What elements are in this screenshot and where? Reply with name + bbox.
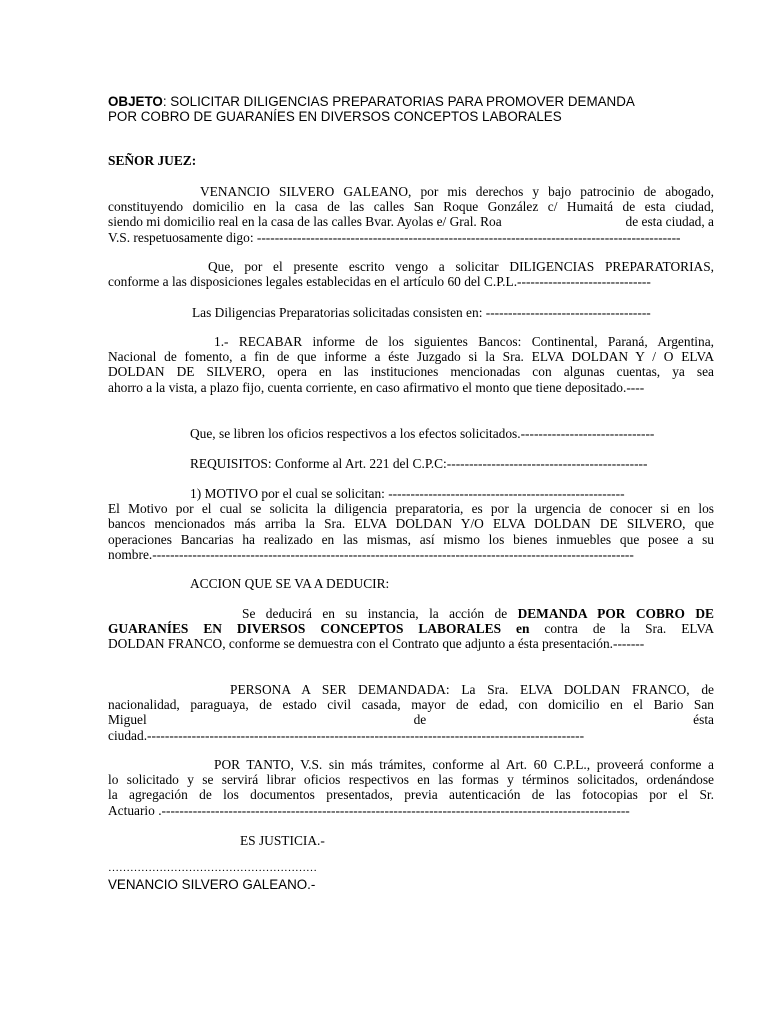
- request-line-1: Que, por el presente escrito vengo a solicitar DILIGENCIAS PREPARATORIAS,: [208, 259, 714, 274]
- bancos-line-2: Nacional de fomento, a fin de que informe a éste Juzgado si la Sra. ELVA DOLDAN Y / O ELVA: [108, 349, 714, 365]
- persona-line-3a: Miguel: [108, 712, 147, 728]
- objeto-line-2: POR COBRO DE GUARANÍES EN DIVERSOS CONCEPTOS LABORALES: [108, 109, 562, 125]
- paragraph-bancos: [108, 334, 714, 395]
- paragraph-request: [108, 259, 714, 289]
- paragraph-accion: [108, 606, 714, 652]
- motivo-line-3: bancos mencionados más arriba la Sra. ELVA DOLDAN Y/O ELVA DOLDAN DE SILVERO, que: [108, 516, 714, 532]
- por-tanto-line-4: Actuario .---------------------------------------------------------------------------------------------------------: [108, 802, 630, 818]
- salutation: [108, 153, 714, 168]
- intro-line-3a: siendo mi domicilio real en la casa de las calles Bvar. Ayolas e/ Gral. Roa: [108, 214, 502, 230]
- diligencias-line: Las Diligencias Preparatorias solicitadas consisten en: -------------------------------------: [192, 305, 651, 320]
- motivo-line-2: El Motivo por el cual se solicita la diligencia preparatoria, es por la urgencia de conocer si en los: [108, 501, 714, 517]
- persona-line-3c: ésta: [693, 712, 714, 728]
- signature-name: VENANCIO SILVERO GALEANO.-: [108, 877, 316, 892]
- intro-line-2: constituyendo domicilio en la casa de las calles San Roque González c/ Humaitá de esta ciudad,: [108, 199, 714, 215]
- signature-block: [108, 862, 714, 892]
- oficios-line: Que, se libren los oficios respectivos a los efectos solicitados.------------------------------: [190, 426, 655, 441]
- por-tanto-line-1: POR TANTO, V.S. sin más trámites, conforme al Art. 60 C.P.L., proveerá conforme a: [214, 757, 714, 772]
- bancos-line-1: 1.- RECABAR informe de los siguientes Bancos: Continental, Paraná, Argentina,: [214, 334, 714, 349]
- persona-line-3: [108, 712, 714, 727]
- intro-line-1: VENANCIO SILVERO GALEANO, por mis derechos y bajo patrocinio de abogado,: [200, 184, 714, 199]
- bancos-line-3: DOLDAN DE SILVERO, opera en las instituciones mencionadas con algunas cuentas, ya sea: [108, 364, 714, 380]
- closing-text: ES JUSTICIA.-: [240, 833, 325, 848]
- paragraph-persona: [108, 682, 714, 743]
- paragraph-motivo: [108, 486, 714, 562]
- requisitos-line: REQUISITOS: Conforme al Art. 221 del C.P.C:---------------------------------------------: [190, 456, 648, 471]
- paragraph-por-tanto: [108, 757, 714, 818]
- paragraph-accion-heading: [108, 576, 714, 591]
- accion-line-1b: DEMANDA POR COBRO DE: [517, 606, 714, 621]
- objeto-heading: [108, 94, 714, 124]
- paragraph-oficios: [108, 426, 714, 441]
- paragraph-diligencias: [108, 305, 714, 320]
- motivo-line-1: 1) MOTIVO por el cual se solicitan: -----------------------------------------------------: [190, 486, 625, 501]
- intro-line-3b: de esta ciudad, a: [625, 214, 714, 230]
- accion-line-2: [108, 621, 714, 636]
- persona-line-4: ciudad.--------------------------------------------------------------------------------------------------: [108, 727, 585, 743]
- por-tanto-line-2: lo solicitado y se servirá librar oficios respectivos en las formas y términos solicitados, ordenándose: [108, 772, 714, 788]
- paragraph-intro: [108, 184, 714, 245]
- por-tanto-line-3: la agregación de los documentos presentados, previa autenticación de las fotocopias por el Sr.: [108, 787, 714, 803]
- request-line-2: conforme a las disposiciones legales establecidas en el artículo 60 del C.P.L.------------------------------: [108, 274, 651, 290]
- accion-line-2a: GUARANÍES EN DIVERSOS CONCEPTOS LABORALES en: [108, 621, 530, 637]
- closing: [108, 833, 714, 848]
- intro-line-3: [108, 214, 714, 229]
- objeto-label: OBJETO: [108, 94, 163, 109]
- persona-line-2: nacionalidad, paraguaya, de estado civil casada, mayor de edad, con domicilio en el Bario San: [108, 697, 714, 713]
- signature-dots: …………………………………………………: [108, 862, 317, 874]
- persona-line-3b: de: [413, 712, 427, 728]
- motivo-line-5: nombre.------------------------------------------------------------------------------------------------------------: [108, 546, 634, 562]
- accion-line-1a: Se deducirá en su instancia, la acción de: [242, 606, 518, 621]
- paragraph-requisitos: [108, 456, 714, 471]
- accion-line-1: [108, 606, 714, 621]
- accion-line-2b: contra de la Sra. ELVA: [529, 621, 714, 637]
- accion-heading: ACCION QUE SE VA A DEDUCIR:: [190, 576, 390, 591]
- bancos-line-4: ahorro a la vista, a plazo fijo, cuenta corriente, en caso afirmativo el monto que tiene depositado.----: [108, 379, 645, 395]
- objeto-line-1: : SOLICITAR DILIGENCIAS PREPARATORIAS PARA PROMOVER DEMANDA: [162, 94, 635, 109]
- salutation-text: SEÑOR JUEZ:: [108, 153, 197, 168]
- persona-line-1: PERSONA A SER DEMANDADA: La Sra. ELVA DOLDAN FRANCO, de: [230, 682, 714, 697]
- motivo-line-4: operaciones Bancarias ha realizado en las mismas, así mismo los bienes inmuebles que posee a su: [108, 531, 714, 547]
- intro-line-4: V.S. respetuosamente digo: -----------------------------------------------------------------------------------------------: [108, 229, 681, 245]
- accion-line-3: DOLDAN FRANCO, conforme se demuestra con el Contrato que adjunto a ésta presentación.-------: [108, 636, 645, 652]
